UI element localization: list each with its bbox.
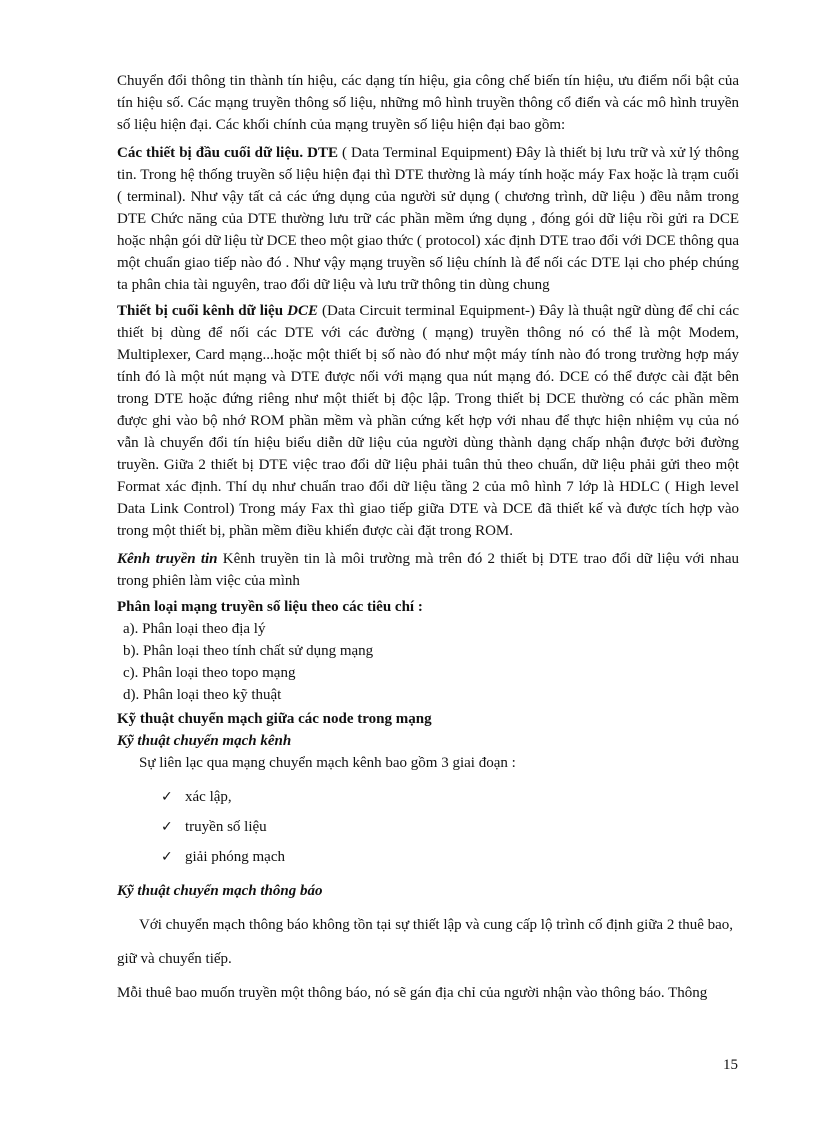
checkmark-icon: ✓ <box>161 849 173 865</box>
classification-item: a). Phân loại theo địa lý <box>123 621 266 637</box>
message-paragraph-2: giữ và chuyển tiếp. <box>117 951 232 967</box>
channel-text: Kênh truyền tin là môi trường mà trên đó 2 thiết bị DTE trao đổi dữ liệu với nhau trong phiên làm việc của mình <box>117 551 739 589</box>
checkmark-icon: ✓ <box>161 789 173 805</box>
switching-heading: Kỹ thuật chuyển mạch giữa các node trong mạng <box>117 711 432 727</box>
dte-heading: Các thiết bị đầu cuối dữ liệu. DTE <box>117 145 338 161</box>
list-item <box>161 782 739 812</box>
dce-heading-abbr: DCE <box>287 303 318 319</box>
circuit-heading: Kỹ thuật chuyển mạch kênh <box>117 733 292 749</box>
message-text-1: Với chuyển mạch thông báo không tồn tại sự thiết lập và cung cấp lộ trình cố định giữa 2 thuê bao, <box>139 917 734 933</box>
classification-list <box>117 618 739 706</box>
step-label: xác lập, <box>185 789 232 805</box>
classification-item: d). Phân loại theo kỹ thuật <box>123 687 282 703</box>
message-paragraph-1 <box>117 914 739 936</box>
message-heading: Kỹ thuật chuyển mạch thông báo <box>117 883 323 899</box>
page-number: 15 <box>723 1057 738 1073</box>
checkmark-icon: ✓ <box>161 819 173 835</box>
dte-paragraph <box>117 142 739 296</box>
dce-text: (Data Circuit terminal Equipment-) Đây là thuật ngữ dùng để chỉ các thiết bị dùng để nối các DTE với các đường ( mạng) truyền thông nó có thể là một Modem, Multiplexer, Card mạng...hoặc một thiết bị số nào đó như một máy tính nào đó trong trường hợp máy tính đó là một nút mạng và DTE được nối với mạng qua nút mạng đó. DCE có thể được cài đặt bên trong DTE hoặc đứng riêng như một thiết bị độc lập. Trong thiết bị DCE thường có các phần mềm được ghi vào bộ nhớ ROM phần mềm và phần cứng kết hợp với nhau để thực hiện nhiệm vụ của nó vẫn là chuyển đổi tín hiệu biểu diễn dữ liệu của người dùng thành dạng chấp nhận được bởi đường truyền. Giữa 2 thiết bị DTE việc trao đổi dữ liệu phải tuân thủ theo chuẩn, dữ liệu phải gửi theo một Format xác định. Thí dụ như chuẩn trao đổi dữ liệu tầng 2 của mô hình 7 lớp là HDLC ( High level Data Link Control) Trong máy Fax thì giao tiếp giữa DTE và DCE đã thiết kế và được tích hợp vào trong một thiết bị, phần mềm điều khiển được cài đặt trong ROM. <box>117 303 739 539</box>
circuit-intro: Sự liên lạc qua mạng chuyển mạch kênh bao gồm 3 giai đoạn : <box>139 755 516 771</box>
channel-heading: Kênh truyền tin <box>117 551 218 567</box>
list-item <box>161 842 739 872</box>
intro-paragraph: Chuyển đổi thông tin thành tín hiệu, các dạng tín hiệu, gia công chế biến tín hiệu, ưu điểm nổi bật của tín hiệu số. Các mạng truyền thông số liệu, những mô hình truyền thông cổ điển và các mô hình truyền số liệu hiện đại. Các khối chính của mạng truyền số liệu hiện đại bao gồm: <box>117 73 739 133</box>
circuit-steps-list <box>161 782 739 872</box>
classification-heading: Phân loại mạng truyền số liệu theo các tiêu chí : <box>117 599 423 615</box>
document-page <box>117 70 739 1004</box>
classification-item: b). Phân loại theo tính chất sử dụng mạng <box>123 643 374 659</box>
dte-text: ( Data Terminal Equipment) Đây là thiết bị lưu trữ và xử lý thông tin. Trong hệ thống truyền số liệu hiện đại thì DTE thường là máy tính hoặc máy Fax hoặc là trạm cuối ( terminal). Như vậy tất cả các ứng dụng của người sử dụng ( chương trình, dữ liệu ) đều nằm trong DTE Chức năng của DTE thường lưu trữ các phần mềm ứng dụng , đóng gói dữ liệu rồi gửi ra DCE hoặc nhận gói dữ liệu từ DCE theo một giao thức ( protocol) xác định DTE trao đổi với DCE thông qua một chuẩn giao tiếp nào đó . Như vậy mạng truyền số liệu chính là để nối các DTE lại cho phép chúng ta phân chia tài nguyên, trao đổi dữ liệu và lưu trữ thông tin dùng chung <box>117 145 739 293</box>
step-label: giải phóng mạch <box>185 849 285 865</box>
message-paragraph-3: Mỗi thuê bao muốn truyền một thông báo, nó sẽ gán địa chỉ của người nhận vào thông báo. Thông <box>117 985 708 1001</box>
list-item <box>161 812 739 842</box>
dce-heading: Thiết bị cuối kênh dữ liệu <box>117 303 288 319</box>
step-label: truyền số liệu <box>185 819 267 835</box>
channel-paragraph <box>117 548 739 592</box>
dce-paragraph <box>117 300 739 542</box>
classification-item: c). Phân loại theo topo mạng <box>123 665 296 681</box>
